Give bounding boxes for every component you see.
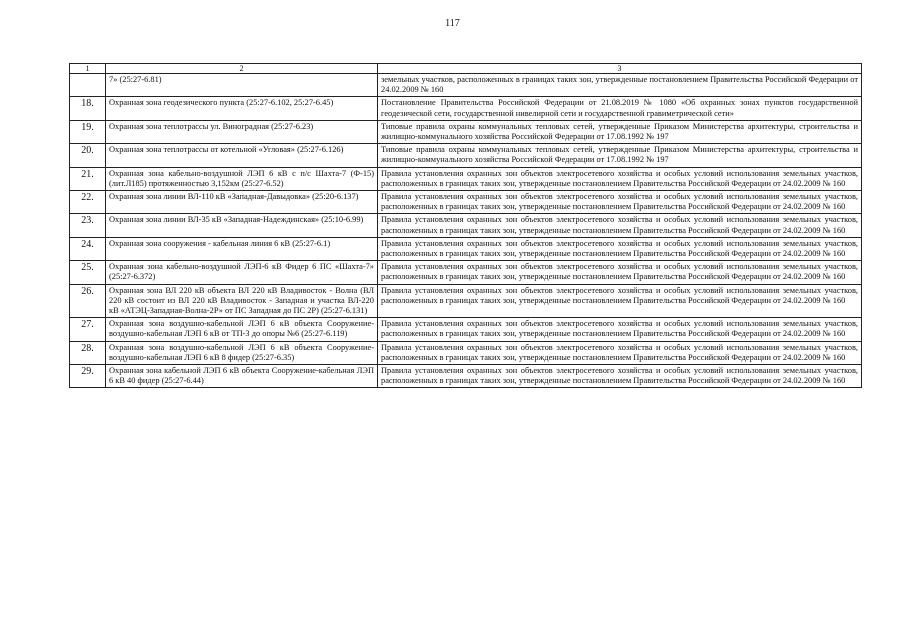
zone-object: Охранная зона кабельной ЛЭП 6 кВ объекта Сооружение-кабельная ЛЭП 6 кВ 40 фидер (25:27-6.44) bbox=[106, 365, 378, 388]
zone-object: Охранная зона воздушно-кабельной ЛЭП 6 кВ объекта Сооружение-воздушно-кабельная ЛЭП 6 кВ от ТП-3 до опоры №6 (25:27-6.119) bbox=[106, 318, 378, 341]
row-number: 28. bbox=[70, 341, 106, 364]
table-row bbox=[70, 261, 862, 284]
row-number: 24. bbox=[70, 237, 106, 260]
table-row bbox=[70, 318, 862, 341]
zone-object: Охранная зона линии ВЛ-35 кВ «Западная-Надеждинская» (25:10-6.99) bbox=[106, 214, 378, 237]
zone-object: Охранная зона ВЛ 220 кВ объекта ВЛ 220 кВ Владивосток - Волна (ВЛ 220 кВ состоит из ВЛ 220 кВ Владивосток - Западная и участка ВЛ-220 кВ «АТЭЦ-Западная-Волна-2Р» от ПС Западная до ПС 2Р) (25:27-6.131) bbox=[106, 284, 378, 318]
table-header bbox=[70, 64, 862, 74]
zone-object: 7» (25:27-6.81) bbox=[106, 74, 378, 97]
row-number: 23. bbox=[70, 214, 106, 237]
table-row bbox=[70, 341, 862, 364]
table-row bbox=[70, 167, 862, 190]
zone-object: Охранная зона кабельно-воздушной ЛЭП 6 кВ с п/с Шахта-7 (Ф-15) (лит.Л185) протяженностью 3,152км (25:27-6.52) bbox=[106, 167, 378, 190]
row-number: 27. bbox=[70, 318, 106, 341]
table-row bbox=[70, 284, 862, 318]
legal-document: Постановление Правительства Российской Федерации от 21.08.2019 № 1080 «Об охранных зонах пунктов государственной геодезической сети, государственной нивелирной сети и государственной гравиметрической сети» bbox=[378, 97, 862, 120]
legal-document: Типовые правила охраны коммунальных тепловых сетей, утвержденные Приказом Министерства архитектуры, строительства и жилищно-коммунального хозяйства Российской Федерации от 17.08.1992 № 197 bbox=[378, 120, 862, 143]
legal-document: Правила установления охранных зон объектов электросетевого хозяйства и особых условий использования земельных участков, расположенных в границах таких зон, утвержденные постановлением Правительства Российской Федерации от 24.02.2009 № 160 bbox=[378, 167, 862, 190]
legal-document: земельных участков, расположенных в границах таких зон, утвержденные постановлением Правительства Российской Федерации от 24.02.2009 № 160 bbox=[378, 74, 862, 97]
zone-object: Охранная зона теплотрассы от котельной «Угловая» (25:27-6.126) bbox=[106, 144, 378, 167]
row-number bbox=[70, 74, 106, 97]
zone-object: Охранная зона сооружения - кабельная линия 6 кВ (25:27-6.1) bbox=[106, 237, 378, 260]
row-number: 21. bbox=[70, 167, 106, 190]
column-header-2: 2 bbox=[106, 64, 378, 74]
table-row bbox=[70, 214, 862, 237]
legal-document: Правила установления охранных зон объектов электросетевого хозяйства и особых условий использования земельных участков, расположенных в границах таких зон, утвержденные постановлением Правительства Российской Федерации от 24.02.2009 № 160 bbox=[378, 284, 862, 318]
row-number: 20. bbox=[70, 144, 106, 167]
table-row bbox=[70, 191, 862, 214]
zone-object: Охранная зона воздушно-кабельной ЛЭП 6 кВ объекта Сооружение-воздушно-кабельная ЛЭП 6 кВ 8 фидер (25:27-6.35) bbox=[106, 341, 378, 364]
legal-document: Правила установления охранных зон объектов электросетевого хозяйства и особых условий использования земельных участков, расположенных в границах таких зон, утвержденные постановлением Правительства Российской Федерации от 24.02.2009 № 160 bbox=[378, 365, 862, 388]
legal-document: Типовые правила охраны коммунальных тепловых сетей, утвержденные Приказом Министерства архитектуры, строительства и жилищно-коммунального хозяйства Российской Федерации от 17.08.1992 № 197 bbox=[378, 144, 862, 167]
row-number: 22. bbox=[70, 191, 106, 214]
column-header-3: 3 bbox=[378, 64, 862, 74]
zone-object: Охранная зона геодезического пункта (25:27-6.102, 25:27-6.45) bbox=[106, 97, 378, 120]
legal-document: Правила установления охранных зон объектов электросетевого хозяйства и особых условий использования земельных участков, расположенных в границах таких зон, утвержденные постановлением Правительства Российской Федерации от 24.02.2009 № 160 bbox=[378, 214, 862, 237]
zone-object: Охранная зона теплотрассы ул. Виноградная (25:27-6.23) bbox=[106, 120, 378, 143]
row-number: 29. bbox=[70, 365, 106, 388]
column-header-1: 1 bbox=[70, 64, 106, 74]
zone-object: Охранная зона линии ВЛ-110 кВ «Западная-Давыдовка» (25:20-6.137) bbox=[106, 191, 378, 214]
zone-object: Охранная зона кабельно-воздушной ЛЭП-6 кВ Фидер 6 ПС «Шахта-7» (25:27-6.372) bbox=[106, 261, 378, 284]
table-row bbox=[70, 237, 862, 260]
legal-document: Правила установления охранных зон объектов электросетевого хозяйства и особых условий использования земельных участков, расположенных в границах таких зон, утвержденные постановлением Правительства Российской Федерации от 24.02.2009 № 160 bbox=[378, 261, 862, 284]
row-number: 26. bbox=[70, 284, 106, 318]
legal-document: Правила установления охранных зон объектов электросетевого хозяйства и особых условий использования земельных участков, расположенных в границах таких зон, утвержденные постановлением Правительства Российской Федерации от 24.02.2009 № 160 bbox=[378, 318, 862, 341]
page-number: 117 bbox=[445, 18, 460, 29]
table-row bbox=[70, 74, 862, 97]
row-number: 18. bbox=[70, 97, 106, 120]
table-row bbox=[70, 365, 862, 388]
row-number: 19. bbox=[70, 120, 106, 143]
table-row bbox=[70, 144, 862, 167]
legal-document: Правила установления охранных зон объектов электросетевого хозяйства и особых условий использования земельных участков, расположенных в границах таких зон, утвержденные постановлением Правительства Российской Федерации от 24.02.2009 № 160 bbox=[378, 191, 862, 214]
table-row bbox=[70, 97, 862, 120]
zones-table bbox=[69, 63, 862, 388]
legal-document: Правила установления охранных зон объектов электросетевого хозяйства и особых условий использования земельных участков, расположенных в границах таких зон, утвержденные постановлением Правительства Российской Федерации от 24.02.2009 № 160 bbox=[378, 237, 862, 260]
header-row bbox=[70, 64, 862, 74]
table-row bbox=[70, 120, 862, 143]
table-body bbox=[70, 74, 862, 388]
row-number: 25. bbox=[70, 261, 106, 284]
legal-document: Правила установления охранных зон объектов электросетевого хозяйства и особых условий использования земельных участков, расположенных в границах таких зон, утвержденные постановлением Правительства Российской Федерации от 24.02.2009 № 160 bbox=[378, 341, 862, 364]
